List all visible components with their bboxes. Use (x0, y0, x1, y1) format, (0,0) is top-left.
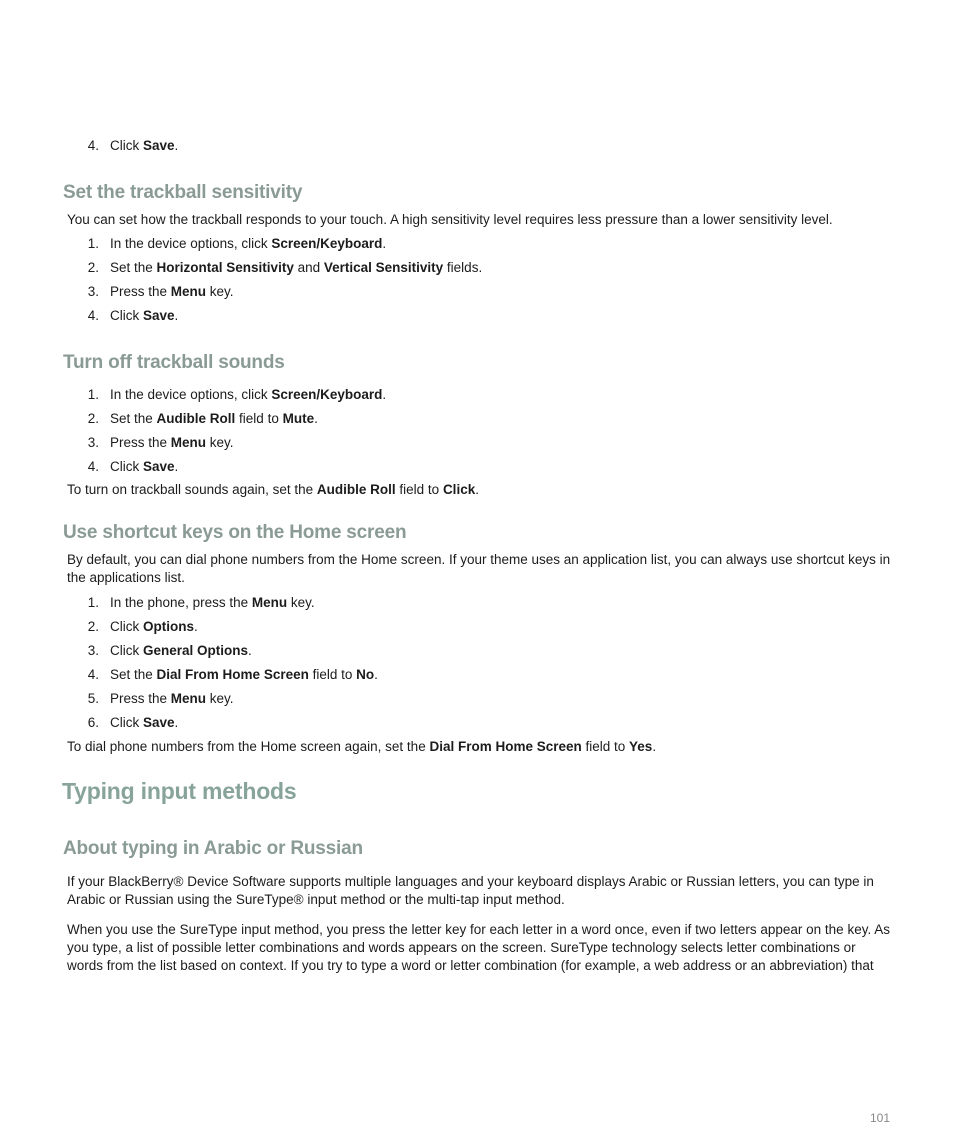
note-trackball-sounds (67, 481, 479, 499)
chapter-heading-typing-input-methods: Typing input methods (62, 778, 297, 804)
step-text (110, 235, 386, 253)
page-number: 101 (869, 1111, 890, 1125)
step-text (110, 307, 178, 325)
text-run: Click (110, 138, 143, 153)
text-run: To dial phone numbers from the Home screen again, set the (67, 739, 430, 754)
step-text (110, 458, 178, 476)
heading-trackball-sensitivity: Set the trackball sensitivity (63, 182, 303, 203)
text-run: . (382, 387, 387, 402)
step-text (110, 259, 482, 277)
text-run: Press the (110, 435, 171, 450)
step-text (110, 410, 318, 428)
step-text (110, 386, 386, 404)
text-run: . (374, 667, 378, 682)
text-run: Set the (110, 411, 157, 426)
heading-trackball-sounds: Turn off trackball sounds (63, 352, 285, 373)
text-run: . (652, 739, 657, 754)
step-number: 1. (87, 236, 99, 251)
text-run: . (314, 411, 318, 426)
bold-term: Dial From Home Screen (156, 667, 309, 682)
text-run: and (293, 260, 324, 275)
text-run: field to (581, 739, 630, 754)
step-number: 6. (87, 715, 99, 730)
text-run: . (174, 459, 179, 474)
bold-term: Menu (170, 435, 207, 450)
text-run: field to (395, 482, 443, 497)
text-run: key. (206, 435, 234, 450)
bold-term: Save (143, 459, 175, 474)
text-run: In the phone, press the (110, 595, 252, 610)
step-number: 1. (87, 387, 99, 402)
text-run: Set the (110, 667, 157, 682)
step-number: 5. (87, 691, 99, 706)
step-text (110, 642, 252, 660)
step-number: 4. (87, 138, 99, 153)
text-run: . (382, 236, 387, 251)
para-arabic-russian-1: If your BlackBerry® Device Software supports multiple languages and your keyboard displays Arabic or Russian letters, you can type in Arabic or Russian using the SureType® input method or the multi-tap input method. (67, 874, 874, 907)
text-run: In the device options, click (110, 387, 272, 402)
heading-arabic-russian: About typing in Arabic or Russian (63, 838, 363, 859)
text-run: key. (206, 691, 234, 706)
text-run: Click (110, 715, 143, 730)
text-run: To turn on trackball sounds again, set the (67, 482, 317, 497)
bold-term: Dial From Home Screen (429, 739, 582, 754)
bold-term: Click (442, 482, 476, 497)
step-text (110, 690, 234, 708)
step-number: 3. (87, 643, 99, 658)
step-text (110, 434, 234, 452)
text-run: Press the (110, 691, 171, 706)
bold-term: Audible Roll (316, 482, 396, 497)
note-shortcut-keys (67, 738, 656, 756)
text-run: Press the (110, 284, 171, 299)
bold-term: Screen/Keyboard (271, 236, 383, 251)
step-number: 3. (87, 284, 99, 299)
step-text (110, 594, 315, 612)
step-number: 4. (87, 308, 99, 323)
text-run: key. (206, 284, 234, 299)
step-text (110, 137, 178, 155)
bold-term: Yes (629, 739, 653, 754)
intro-shortcut-keys: By default, you can dial phone numbers from the Home screen. If your theme uses an application list, you can always use shortcut keys in the applications list. (67, 552, 891, 585)
step-number: 3. (87, 435, 99, 450)
bold-term: Save (143, 715, 175, 730)
step-text (110, 714, 178, 732)
bold-term: Menu (170, 284, 207, 299)
bold-term: Menu (170, 691, 207, 706)
text-run: Set the (110, 260, 157, 275)
step-number: 2. (87, 619, 99, 634)
step-number: 2. (87, 411, 99, 426)
text-run: . (174, 138, 179, 153)
text-run: . (174, 308, 179, 323)
heading-shortcut-keys: Use shortcut keys on the Home screen (63, 522, 407, 543)
text-run: field to (235, 411, 283, 426)
text-run: . (194, 619, 198, 634)
bold-term: Options (143, 619, 194, 634)
bold-term: Menu (251, 595, 288, 610)
bold-term: Save (143, 308, 175, 323)
text-run: Click (110, 619, 143, 634)
text-run: Click (110, 459, 143, 474)
bold-term: Vertical Sensitivity (323, 260, 444, 275)
step-text (110, 618, 198, 636)
bold-term: Audible Roll (156, 411, 236, 426)
text-run: . (174, 715, 179, 730)
step-text (110, 666, 378, 684)
bold-term: Save (143, 138, 175, 153)
step-text (110, 283, 234, 301)
bold-term: No (356, 667, 375, 682)
para-arabic-russian-2: When you use the SureType input method, you press the letter key for each letter in a word once, even if two letters appear on the key. As you type, a list of possible letter combinations and words appears on the screen. SureType technology selects letter combinations or words from the list based on context. If you try to type a word or letter combination (for example, a web address or an abbreviation) that (67, 922, 890, 973)
text-run: . (475, 482, 479, 497)
bold-term: Mute (282, 411, 315, 426)
bold-term: General Options (143, 643, 249, 658)
text-run: Click (110, 308, 143, 323)
text-run: key. (287, 595, 315, 610)
step-number: 4. (87, 667, 99, 682)
text-run: In the device options, click (110, 236, 272, 251)
text-run: . (248, 643, 252, 658)
step-number: 4. (87, 459, 99, 474)
text-run: field to (308, 667, 357, 682)
bold-term: Screen/Keyboard (271, 387, 383, 402)
bold-term: Horizontal Sensitivity (156, 260, 294, 275)
intro-trackball-sensitivity: You can set how the trackball responds to your touch. A high sensitivity level requires less pressure than a lower sensitivity level. (67, 212, 833, 227)
step-number: 2. (87, 260, 99, 275)
text-run: Click (110, 643, 143, 658)
step-number: 1. (87, 595, 99, 610)
text-run: fields. (443, 260, 483, 275)
